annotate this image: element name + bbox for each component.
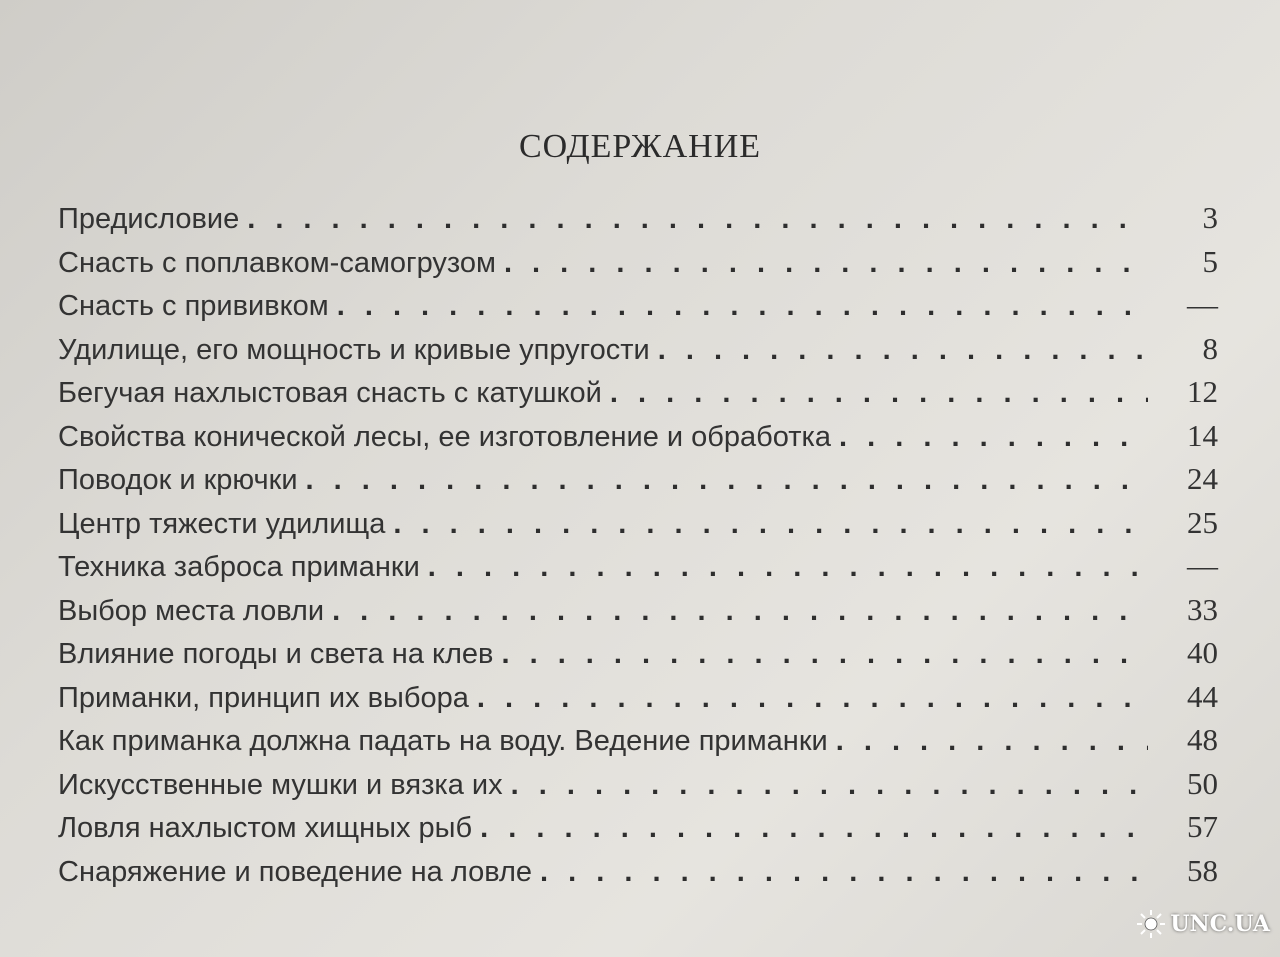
toc-entry <box>58 853 1218 897</box>
page-title: СОДЕРЖАНИЕ <box>518 128 762 165</box>
toc-entry-title: Свойства конической лесы, ее изготовление и обработка <box>58 420 832 453</box>
toc-entry-title: Выбор места ловли <box>58 594 325 627</box>
toc-entry-page: — <box>1187 548 1218 583</box>
toc-entry-page: 12 <box>1187 374 1218 409</box>
toc-entry-page: 58 <box>1187 852 1218 888</box>
sun-emblem-icon <box>1136 909 1166 939</box>
toc-entry <box>58 418 1218 462</box>
toc-entry-title: Бегучая нахлыстовая снасть с катушкой <box>58 377 602 409</box>
toc-entry-title: Предисловие <box>58 203 240 235</box>
toc-entry <box>58 766 1218 810</box>
dot-leader <box>836 725 1148 758</box>
toc-entry <box>58 461 1218 505</box>
toc-entry-page: 25 <box>1187 504 1218 540</box>
toc-entry-page: 3 <box>1202 200 1218 235</box>
dot-leader <box>480 812 1148 845</box>
toc-entry-page: 57 <box>1187 809 1218 844</box>
toc-entry-title: Снаряжение и поведение на ловле <box>58 855 532 888</box>
dot-leader <box>337 290 1148 323</box>
watermark-text: UNC.UA <box>1170 911 1270 937</box>
toc-entry-page: 5 <box>1202 243 1218 279</box>
dot-leader <box>839 421 1148 454</box>
toc-entry-page: 40 <box>1187 635 1218 670</box>
toc-entry-title: Поводок и крючки <box>58 464 298 496</box>
toc-entry <box>58 592 1218 636</box>
toc-entry <box>58 331 1218 375</box>
toc-entry <box>58 722 1218 766</box>
toc-entry <box>58 635 1218 679</box>
dot-leader <box>306 464 1148 497</box>
toc-entry <box>58 548 1218 592</box>
toc-entry-title: Снасть с поплавком-самогрузом <box>58 246 496 279</box>
toc-entry-page: 33 <box>1187 591 1218 627</box>
toc-entry-page: 24 <box>1187 461 1218 496</box>
dot-leader <box>501 638 1148 671</box>
toc-entry-title: Снасть с прививком <box>58 290 329 322</box>
toc-entry-page: 14 <box>1187 417 1218 453</box>
toc-entry <box>58 287 1218 331</box>
dot-leader <box>247 203 1148 236</box>
toc-entry <box>58 679 1218 723</box>
toc-entry-title: Приманки, принцип их выбора <box>58 681 469 714</box>
toc-entry <box>58 244 1218 288</box>
dot-leader <box>540 856 1148 889</box>
toc-entry-title: Ловля нахлыстом хищных рыб <box>58 812 473 844</box>
dot-leader <box>393 508 1148 541</box>
toc-entry <box>58 809 1218 853</box>
toc-entry-page: 44 <box>1187 678 1218 714</box>
toc-entry-page: 48 <box>1187 722 1218 757</box>
dot-leader <box>428 551 1148 584</box>
dot-leader <box>610 377 1148 410</box>
dot-leader <box>511 769 1148 802</box>
watermark <box>1136 909 1270 939</box>
toc-entry <box>58 505 1218 549</box>
toc-entry-title: Удилище, его мощность и кривые упругости <box>58 333 650 366</box>
toc-entry-page: — <box>1187 287 1218 322</box>
dot-leader <box>332 595 1148 628</box>
toc-entry-title: Как приманка должна падать на воду. Ведение приманки <box>58 725 828 757</box>
toc-entry-title: Искусственные мушки и вязка их <box>58 768 503 801</box>
dot-leader <box>658 334 1148 367</box>
toc-entry <box>58 200 1218 244</box>
toc-entry-title: Центр тяжести удилища <box>58 507 386 540</box>
toc-entry <box>58 374 1218 418</box>
table-of-contents <box>58 200 1218 896</box>
toc-entry-title: Влияние погоды и света на клев <box>58 638 494 670</box>
toc-entry-page: 50 <box>1187 765 1218 801</box>
toc-entry-title: Техника заброса приманки <box>58 551 420 583</box>
dot-leader <box>504 247 1148 280</box>
dot-leader <box>477 682 1148 715</box>
toc-entry-page: 8 <box>1202 330 1218 366</box>
